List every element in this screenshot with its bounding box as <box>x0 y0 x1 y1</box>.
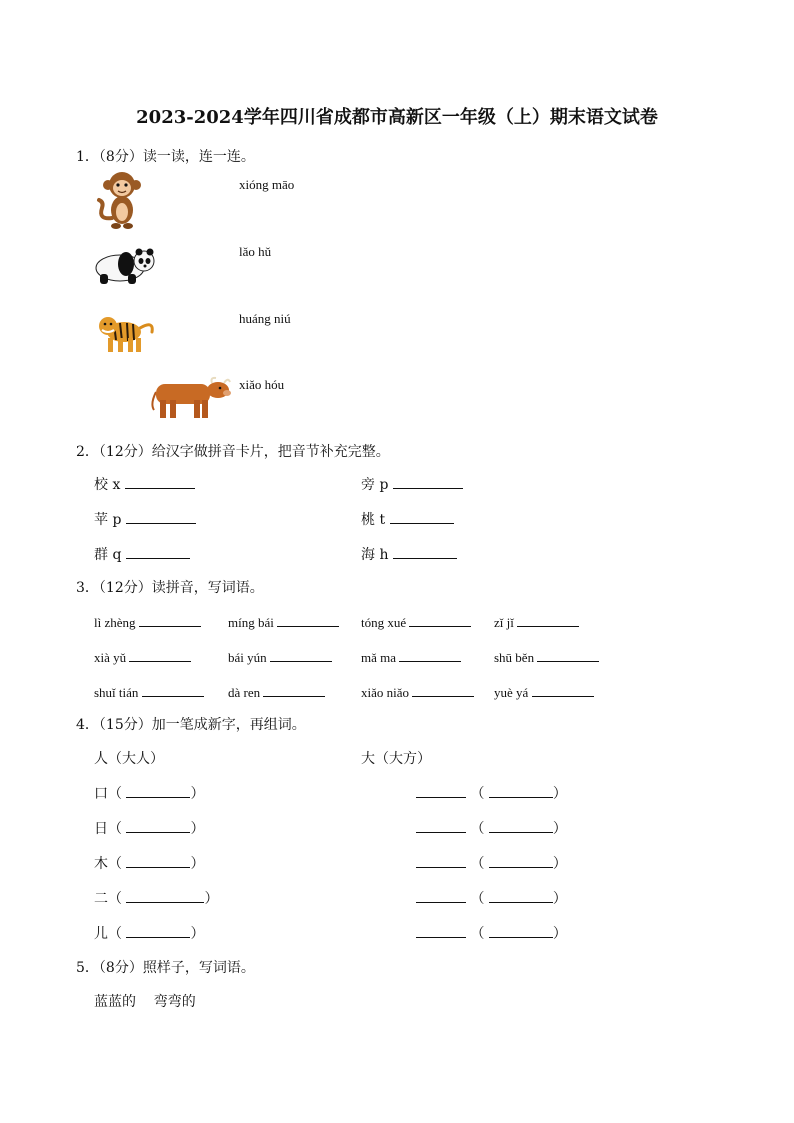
ox-icon <box>150 376 232 422</box>
answer-blank[interactable] <box>489 818 553 833</box>
answer-blank[interactable] <box>125 474 195 489</box>
answer-blank[interactable] <box>126 509 196 524</box>
example-words: 蓝蓝的 弯弯的 <box>94 994 196 1010</box>
pinyin-prompt: bái yún <box>228 650 267 665</box>
pinyin-prompt: míng bái <box>228 615 274 630</box>
answer-blank[interactable] <box>126 818 190 833</box>
answer-blank[interactable] <box>139 612 201 627</box>
pinyin-card-item <box>94 509 196 529</box>
close-paren: ） <box>190 821 205 837</box>
close-paren: ） <box>552 856 567 872</box>
pinyin-prompt: xià yǔ <box>94 650 127 665</box>
answer-blank[interactable] <box>489 923 553 938</box>
pinyin-card-item <box>361 509 454 529</box>
close-paren: ） <box>552 926 567 942</box>
pinyin-word-item <box>361 612 471 631</box>
close-paren: ） <box>204 891 219 907</box>
open-paren: （ <box>470 786 485 802</box>
answer-blank[interactable] <box>489 853 553 868</box>
new-char-row-left <box>94 923 204 943</box>
close-paren: ） <box>190 926 205 942</box>
monkey-icon <box>94 170 144 230</box>
pinyin-card-item <box>94 474 195 494</box>
open-paren: （ <box>470 891 485 907</box>
open-paren: （ <box>470 821 485 837</box>
char-prompt: 群 q <box>94 547 122 563</box>
example-left: 人（大人） <box>94 751 164 767</box>
pinyin-prompt: dà ren <box>228 685 261 700</box>
answer-blank[interactable] <box>270 647 332 662</box>
close-paren: ） <box>552 821 567 837</box>
close-paren: ） <box>190 786 205 802</box>
answer-blank[interactable] <box>489 783 553 798</box>
base-char: 儿（ <box>94 926 122 942</box>
new-char-row-left <box>94 888 218 908</box>
base-char: 木（ <box>94 856 122 872</box>
answer-blank[interactable] <box>399 647 461 662</box>
pinyin-option: huáng niú <box>239 311 291 326</box>
answer-blank[interactable] <box>416 853 466 868</box>
example-right: 大（大方） <box>361 751 431 767</box>
answer-blank[interactable] <box>393 474 463 489</box>
char-prompt: 海 h <box>361 547 389 563</box>
close-paren: ） <box>190 856 205 872</box>
open-paren: （ <box>470 926 485 942</box>
new-char-row-right <box>416 853 567 873</box>
panda-icon <box>92 244 156 286</box>
pinyin-word-item <box>228 647 332 666</box>
pinyin-word-item <box>228 612 339 631</box>
pinyin-card-item <box>361 474 463 494</box>
pinyin-prompt: mǎ ma <box>361 650 397 665</box>
question-3-heading: 3．（12分）读拼音，写词语。 <box>76 580 264 596</box>
pinyin-word-item <box>94 682 204 701</box>
answer-blank[interactable] <box>390 509 454 524</box>
question-1-heading: 1．（8分）读一读，连一连。 <box>76 149 255 165</box>
pinyin-word-item <box>228 682 325 701</box>
char-prompt: 旁 p <box>361 477 389 493</box>
pinyin-prompt: shuǐ tián <box>94 685 139 700</box>
pinyin-card-item <box>94 544 190 564</box>
answer-blank[interactable] <box>126 783 190 798</box>
pinyin-option: xióng māo <box>239 177 295 192</box>
answer-blank[interactable] <box>412 682 474 697</box>
pinyin-card-item <box>361 544 457 564</box>
answer-blank[interactable] <box>517 612 579 627</box>
answer-blank[interactable] <box>537 647 599 662</box>
answer-blank[interactable] <box>126 853 190 868</box>
question-4-heading: 4．（15分）加一笔成新字，再组词。 <box>76 717 306 733</box>
char-prompt: 桃 t <box>361 512 386 528</box>
answer-blank[interactable] <box>277 612 339 627</box>
answer-blank[interactable] <box>126 923 190 938</box>
question-5-heading: 5．（8分）照样子，写词语。 <box>76 960 255 976</box>
new-char-row-right <box>416 923 567 943</box>
question-2-heading: 2．（12分）给汉字做拼音卡片，把音节补充完整。 <box>76 444 390 460</box>
pinyin-prompt: lì zhèng <box>94 615 136 630</box>
pinyin-word-item <box>494 647 599 666</box>
pinyin-word-item <box>361 647 461 666</box>
new-char-row-right <box>416 888 567 908</box>
pinyin-word-item <box>361 682 474 701</box>
answer-blank[interactable] <box>126 544 190 559</box>
pinyin-prompt: shū běn <box>494 650 535 665</box>
new-char-row-right <box>416 818 567 838</box>
answer-blank[interactable] <box>142 682 204 697</box>
pinyin-prompt: xiǎo niǎo <box>361 685 410 700</box>
page-title: 2023-2024学年四川省成都市高新区一年级（上）期末语文试卷 <box>136 107 658 128</box>
new-char-row-left <box>94 818 204 838</box>
pinyin-option: lǎo hǔ <box>239 244 272 259</box>
char-prompt: 校 x <box>94 477 121 493</box>
open-paren: （ <box>470 856 485 872</box>
base-char: 二（ <box>94 891 122 907</box>
new-char-row-left <box>94 853 204 873</box>
answer-blank[interactable] <box>409 612 471 627</box>
answer-blank[interactable] <box>393 544 457 559</box>
answer-blank[interactable] <box>416 888 466 903</box>
new-char-row-right <box>416 783 567 803</box>
pinyin-word-item <box>94 647 191 666</box>
answer-blank[interactable] <box>416 923 466 938</box>
answer-blank[interactable] <box>489 888 553 903</box>
pinyin-word-item <box>494 612 579 631</box>
pinyin-word-item <box>494 682 594 701</box>
answer-blank[interactable] <box>532 682 594 697</box>
close-paren: ） <box>552 891 567 907</box>
pinyin-prompt: yuè yá <box>494 685 529 700</box>
pinyin-prompt: zǐ jǐ <box>494 615 514 630</box>
answer-blank[interactable] <box>129 647 191 662</box>
answer-blank[interactable] <box>416 783 466 798</box>
answer-blank[interactable] <box>416 818 466 833</box>
pinyin-word-item <box>94 612 201 631</box>
tiger-icon <box>96 310 156 356</box>
pinyin-prompt: tóng xué <box>361 615 407 630</box>
base-char: 日（ <box>94 821 122 837</box>
answer-blank[interactable] <box>263 682 325 697</box>
base-char: 口（ <box>94 786 122 802</box>
new-char-row-left <box>94 783 204 803</box>
pinyin-option: xiǎo hóu <box>239 377 285 392</box>
answer-blank[interactable] <box>126 888 204 903</box>
char-prompt: 苹 p <box>94 512 122 528</box>
close-paren: ） <box>552 786 567 802</box>
